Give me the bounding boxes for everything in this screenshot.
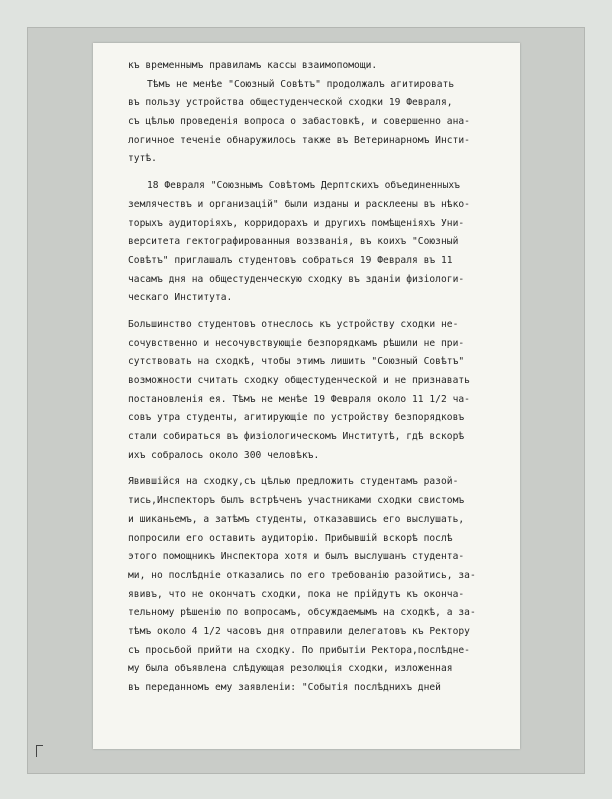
text-line: сутствовать на сходкѣ, чтобы этимъ лишить "Союзный Совѣтъ" [128, 356, 465, 368]
text-line: Тѣмъ не менѣе "Союзный Совѣтъ" продолжалъ агитировать [147, 78, 455, 90]
text-line: логичное теченіе обнаружилось также въ Ветеринарномъ Инсти- [128, 134, 470, 146]
text-line: съ цѣлью проведенія вопроса о забастовкѣ, и совершенно ана- [128, 116, 470, 128]
text-line: этого помощникъ Инспектора хотя и былъ выслушанъ студента- [128, 551, 465, 563]
text-line: съ просьбой прийти на сходку. По прибытіи Ректора,послѣдне- [128, 644, 470, 656]
text-line: совъ утра студенты, агитирующіе по устройству безпорядковъ [128, 412, 465, 424]
text-line: постановленія ея. Тѣмъ не менѣе 19 Февраля около 11 1/2 ча- [128, 393, 470, 405]
text-line: Явившійся на сходку,съ цѣлью предложить студентамъ разой- [128, 476, 459, 488]
text-line: и шиканьемъ, а затѣмъ студенты, отказавшись его выслушать, [128, 513, 465, 525]
text-line: къ временнымъ правиламъ кассы взаимопомощи. [128, 60, 378, 71]
text-line: часамъ дня на общестуденческую сходку въ зданіи физіологи- [128, 273, 465, 285]
text-line: тѣмъ около 4 1/2 часовъ дня отправили делегатовъ къ Ректору [128, 625, 470, 637]
text-line: верситета гектографированныя воззванія, въ коихъ "Союзный [128, 236, 459, 248]
text-line: тись,Инспекторъ былъ встрѣченъ участниками сходки свистомъ [128, 495, 465, 507]
text-line: ихъ собралось около 300 человѣкъ. [128, 449, 320, 461]
text-line: ческаго Института. [128, 292, 233, 304]
text-line: Совѣтъ" приглашалъ студентовъ собраться 19 Февраля въ 11 [128, 254, 453, 266]
text-line: явивъ, что не окончатъ сходки, пока не прійдутъ къ оконча- [128, 588, 465, 600]
text-line: тельному рѣшенію по вопросамъ, обсуждаемымъ на сходкѣ, а за- [128, 607, 476, 619]
text-line: возможности считать сходку общестуденческой и не признавать [128, 375, 470, 386]
text-line: сочувственно и несочувствующіе безпорядкамъ рѣшили не при- [128, 337, 465, 349]
text-line: тутѣ. [128, 153, 157, 165]
text-line: попросили его оставить аудиторію. Прибывшій вскорѣ послѣ [128, 532, 453, 544]
text-line: 18 Февраля "Союзнымъ Совѣтомъ Дерптскихъ объединенныхъ [147, 180, 460, 192]
text-line: ми, но послѣдніе отказались по его требованію разойтись, за- [128, 569, 476, 581]
typewritten-text [128, 57, 518, 698]
text-line: въ переданномъ ему заявленіи: "Событія послѣднихъ дней [128, 682, 441, 693]
text-line: торыхъ аудиторіяхъ, корридорахъ и другихъ помѣщеніяхъ Уни- [128, 217, 465, 229]
text-line: Большинство студентовъ отнеслось къ устройству сходки не- [128, 318, 459, 330]
text-line: му была объявлена слѣдующая резолюція сходки, изложенная [128, 663, 453, 675]
text-line: землячествъ и организацій" были изданы и расклеены въ нѣко- [128, 198, 470, 210]
text-line: въ пользу устройства общестуденческой сходки 19 Февраля, [128, 97, 453, 109]
text-line: стали собираться въ физіологическомъ Институтѣ, гдѣ вскорѣ [128, 431, 465, 443]
corner-registration-mark [36, 745, 43, 757]
